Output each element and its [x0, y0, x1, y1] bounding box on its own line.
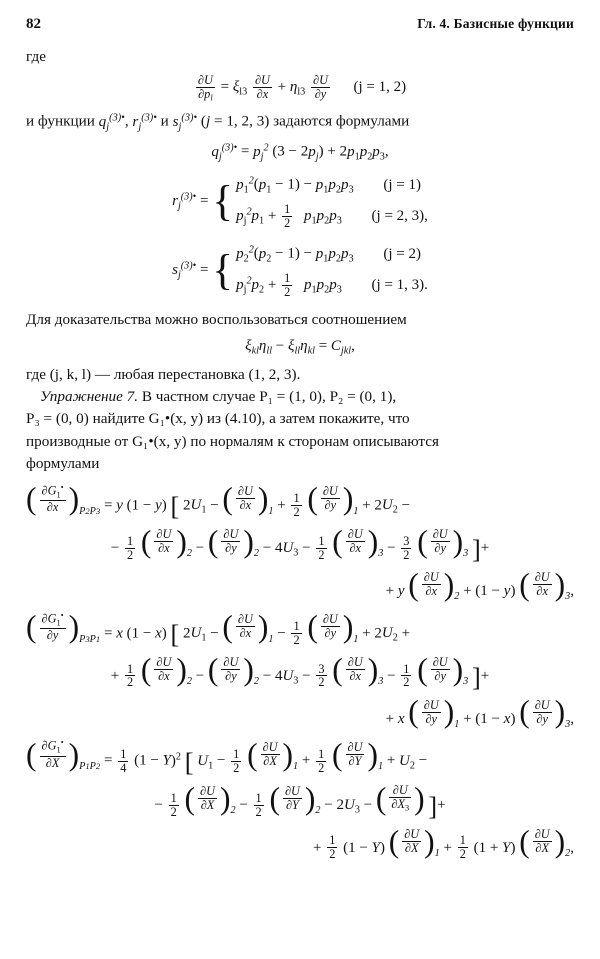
fraction-dU-dpl: $\frac{\partial U}{\partial p_l}$ [197, 73, 213, 103]
equation-dU-dpl: $\frac{\partial U}{\partial p_l}$ = $\xi_{l3}$ $\frac{\partial U}{\partial x}$ + $\eta_{l3}$ $\frac{\partial U}{\partial y}$ (j = 1, 2) [197, 73, 407, 103]
cases-row: $p_1^2(p_1 - 1) - p_1p_2p_3$ (j = 1) [236, 175, 421, 196]
page-number: 82 [26, 16, 41, 32]
fraction-dU-dx: $\frac{\partial U}{\partial x}$ [254, 73, 270, 101]
paragraph-exercise-line3: производные от G₁•(x, y) по нормалям к сторонам описываются [26, 432, 439, 450]
page-content [0, 33, 600, 861]
cases-row: $p_j^2p_1$ + $\frac{1}{2}$ $p_1p_2p_3$ (j = 2, 3), [236, 201, 428, 230]
equation-s-cases: $s_j^{(3)•}$ = { $p_2^2(p_2 - 1) - p_1p_2p_3$ (j = 2) $p_j^2p_2$ + $\frac{1}{2}$ $p_1p_2p_3$ (j = 1, 3). [26, 240, 574, 301]
paragraph-functions: и функции $q_j^{(3)•}$, $r_j^{(3)•}$ и $s_j^{(3)•}$ (j = 1, 2, 3) задаются формулами [26, 112, 410, 133]
cases-row: $p_2^2(p_2 - 1) - p_1p_2p_3$ (j = 2) [236, 244, 421, 265]
cases-row: $p_j^2p_2$ + $\frac{1}{2}$ $p_1p_2p_3$ (j = 1, 3). [236, 270, 428, 299]
chapter-title: Гл. 4. Базисные функции [417, 16, 574, 31]
cases-block-s: { $p_2^2(p_2 - 1) - p_1p_2p_3$ (j = 2) $p_j^2p_2$ + $\frac{1}{2}$ $p_1p_2p_3$ (j = 1, 3). [212, 240, 428, 301]
equation-r-cases: $r_j^{(3)•}$ = { $p_1^2(p_1 - 1) - p_1p_2p_3$ (j = 1) $p_j^2p_1$ + $\frac{1}{2}$ $p_1p_2p_3$ (j = 2, 3), [26, 171, 574, 232]
equation-q: $q_j^{(3)•} = p_j^2$ $(3 - 2p_j) + 2p_1p_2p_3$, [211, 142, 389, 162]
equation-condition: (j = 1, 2) [353, 79, 407, 96]
paragraph-exercise-line4: формулами [26, 454, 100, 472]
equation-relation: $\xi_{kl}\eta_{ll} - \xi_{ll}\eta_{kl} = C_{jkl}$, [245, 337, 355, 356]
equation-big-2: ( $\frac{\partial G_1^•}{\partial y}$ ) P3P1 = x (1 − x) [ $2U_1$ − ( $\frac{\partial U}{\partial x}$ ) 1 − $\frac{1}{2}$ ( $\frac{\partial U}{\partial y}$ ) $1 + 2U_2$ + + $\frac{1}{2}$ ( $\frac{\partial U}{\partial x}$ ) 2 − ( $\frac{\partial U}{\partial y}$ ) $2 - 4U_3$ − $\frac{3}{2}$ ( $\frac{\partial U}{\partial x}$ ) 3 − $\frac{1}{2}$ ( $\frac{\partial U}{\partial y}$ ) 3 ]+ + x ( $\frac{\partial U}{\partial y}$ ) 1 + (1 − x) ( $\frac{\partial U}{\partial y}$ ) 3, [26, 608, 574, 731]
page-header [0, 0, 600, 33]
paragraph-exercise-line1 [26, 387, 574, 407]
paragraph-permutation: где (j, k, l) — любая перестановка (1, 2, 3). [26, 366, 301, 384]
exercise-label: Упражнение 7. [40, 388, 139, 406]
equation-big-1: ( $\frac{\partial G_1^•}{\partial x}$ ) P2P3 = y (1 − y) [ $2U_1$ − ( $\frac{\partial U}{\partial x}$ ) 1 + $\frac{1}{2}$ ( $\frac{\partial U}{\partial y}$ ) $1 + 2U_2$ − − $\frac{1}{2}$ ( $\frac{\partial U}{\partial x}$ ) 2 − ( $\frac{\partial U}{\partial y}$ ) $2 - 4U_3$ − $\frac{1}{2}$ ( $\frac{\partial U}{\partial x}$ ) 3 − $\frac{3}{2}$ ( $\frac{\partial U}{\partial y}$ ) 3 ]+ + y ( $\frac{\partial U}{\partial x}$ ) 2 + (1 − y) ( $\frac{\partial U}{\partial x}$ ) 3, [26, 481, 574, 603]
cases-block-r: { $p_1^2(p_1 - 1) - p_1p_2p_3$ (j = 1) $p_j^2p_1$ + $\frac{1}{2}$ $p_1p_2p_3$ (j = 2, 3), [212, 171, 428, 232]
exercise-text-1: В частном случае P₁ = (1, 0), P₂ = (0, 1), [141, 388, 397, 406]
paragraph-proof: Для доказательства можно воспользоваться соотношением [26, 310, 407, 328]
paragraph-exercise-line2: P₃ = (0, 0) найдите G₁•(x, y) из (4.10), а затем покажите, что [26, 410, 410, 428]
equation-big-3: ( $\frac{\partial G_1^•}{\partial X}$ ) P1P2 = $\frac{1}{4}$ $(1 - Y)^2$ [ $U_1$ − $\frac{1}{2}$ ( $\frac{\partial U}{\partial X}$ ) 1 + $\frac{1}{2}$ ( $\frac{\partial U}{\partial Y}$ ) $1 + U_2$ − − $\frac{1}{2}$ ( $\frac{\partial U}{\partial X}$ ) 2 − $\frac{1}{2}$ ( $\frac{\partial U}{\partial Y}$ ) $2 - 2U_3$ − ( $\frac{\partial U}{\partial X_3}$ ) ]+ + $\frac{1}{2}$ (1 − Y) ( $\frac{\partial U}{\partial X}$ ) 1 + $\frac{1}{2}$ (1 + Y) ( $\frac{\partial U}{\partial X}$ ) 2, [26, 736, 574, 862]
paragraph-gde: где [26, 48, 46, 65]
fraction-dU-dy: $\frac{\partial U}{\partial y}$ [313, 73, 328, 101]
